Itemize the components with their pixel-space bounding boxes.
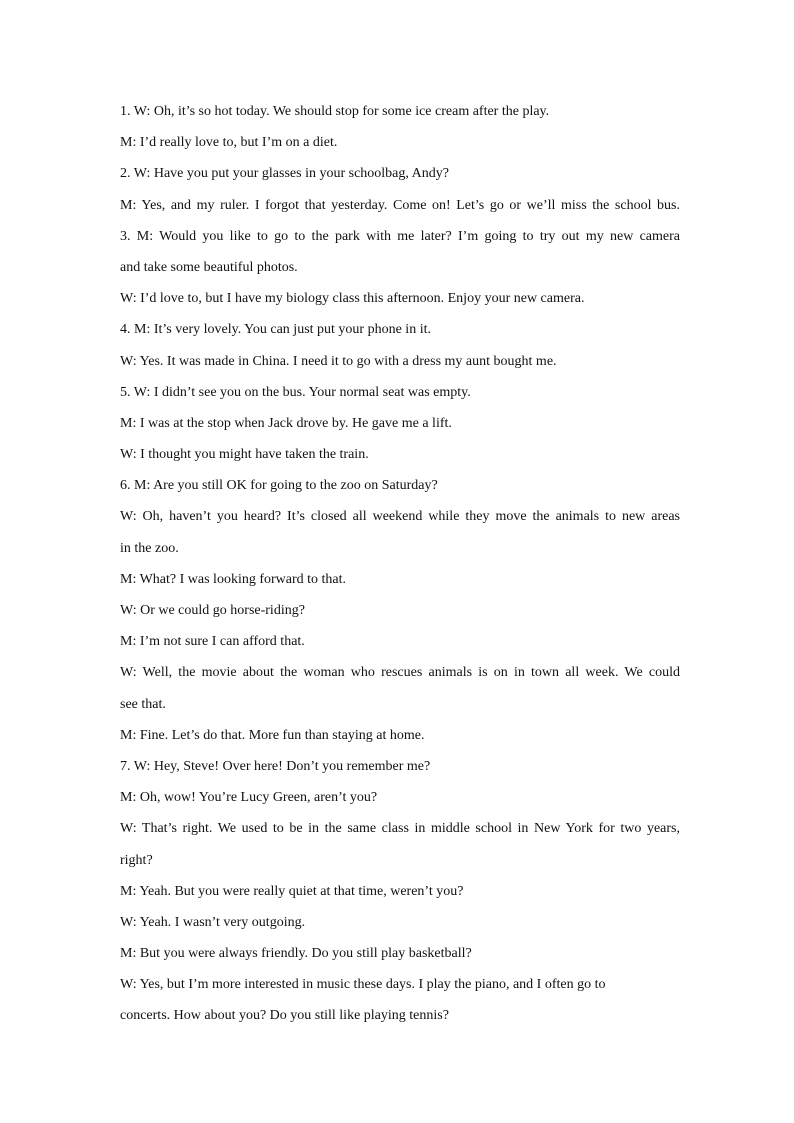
text-line: M: I was at the stop when Jack drove by. He gave me a lift. xyxy=(120,415,452,431)
text-line: W: Yes, but I’m more interested in music these days. I play the piano, and I often go to xyxy=(120,977,606,993)
text-line: 4. M: It’s very lovely. You can just put your phone in it. xyxy=(120,322,431,338)
text-line: W: Yeah. I wasn’t very outgoing. xyxy=(120,914,306,930)
text-line: W: I’d love to, but I have my biology class this afternoon. Enjoy your new camera. xyxy=(120,291,585,307)
text-line: W: Well, the movie about the woman who rescues animals is on in town all week. We could xyxy=(120,665,680,681)
text-line: W: Or we could go horse-riding? xyxy=(120,603,305,618)
text-line: concerts. How about you? Do you still like playing tennis? xyxy=(120,1008,449,1024)
text-line: 1. W: Oh, it’s so hot today. We should stop for some ice cream after the play. xyxy=(120,104,550,119)
text-line: W: That’s right. We used to be in the same class in middle school in New York for two years, xyxy=(120,821,680,837)
text-line: 3. M: Would you like to go to the park with me later? I’m going to try out my new camera xyxy=(120,228,680,244)
text-line: 6. M: Are you still OK for going to the zoo on Saturday? xyxy=(120,478,438,494)
text-line: W: Oh, haven’t you heard? It’s closed all weekend while they move the animals to new areas xyxy=(120,509,680,525)
text-line: M: I’m not sure I can afford that. xyxy=(120,634,305,650)
text-line: M: Oh, wow! You’re Lucy Green, aren’t you? xyxy=(120,790,378,806)
text-line: M: Yeah. But you were really quiet at that time, weren’t you? xyxy=(120,883,464,899)
text-line: in the zoo. xyxy=(120,540,179,556)
text-line: 5. W: I didn’t see you on the bus. Your normal seat was empty. xyxy=(120,384,471,400)
text-line: W: Yes. It was made in China. I need it to go with a dress my aunt bought me. xyxy=(120,353,557,369)
text-line: M: Yes, and my ruler. I forgot that yesterday. Come on! Let’s go or we’ll miss the school bus. xyxy=(120,197,680,213)
text-line: W: I thought you might have taken the train. xyxy=(120,447,369,463)
text-line: 2. W: Have you put your glasses in your schoolbag, Andy? xyxy=(120,166,449,182)
text-line: M: What? I was looking forward to that. xyxy=(120,571,347,587)
text-line: right? xyxy=(120,852,153,868)
text-line: M: But you were always friendly. Do you still play basketball? xyxy=(120,946,472,962)
transcript-text xyxy=(120,100,680,1036)
text-line: and take some beautiful photos. xyxy=(120,259,298,275)
text-line: M: Fine. Let’s do that. More fun than staying at home. xyxy=(120,727,425,743)
text-line: M: I’d really love to, but I’m on a diet. xyxy=(120,135,338,151)
text-line: see that. xyxy=(120,696,166,712)
text-line: 7. W: Hey, Steve! Over here! Don’t you remember me? xyxy=(120,758,431,774)
